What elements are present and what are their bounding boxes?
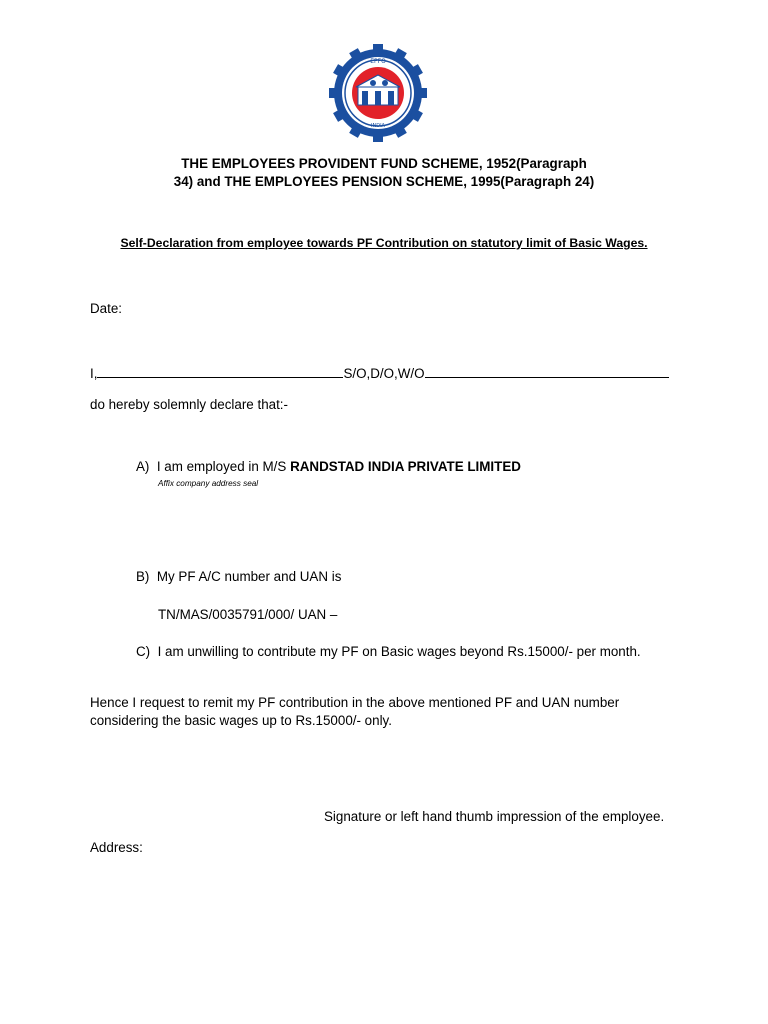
pf-uan-value: TN/MAS/0035791/000/ UAN – bbox=[158, 607, 338, 622]
affix-seal-note: Affix company address seal bbox=[158, 479, 259, 488]
svg-text:EPFO: EPFO bbox=[370, 58, 386, 65]
item-a bbox=[136, 458, 521, 476]
document-title bbox=[90, 155, 678, 191]
title-line-1: THE EMPLOYEES PROVIDENT FUND SCHEME, 1952(Paragraph bbox=[181, 156, 587, 171]
svg-text:INDIA: INDIA bbox=[371, 123, 385, 129]
address-label: Address: bbox=[90, 840, 143, 855]
item-c bbox=[136, 643, 641, 661]
item-b-text: My PF A/C number and UAN is bbox=[156, 569, 342, 584]
request-paragraph bbox=[90, 694, 619, 730]
request-line-2: considering the basic wages up to Rs.15000/- only. bbox=[90, 713, 392, 728]
name-prefix: I, bbox=[90, 366, 98, 381]
name-line bbox=[90, 364, 669, 383]
document-subtitle: Self-Declaration from employee towards PF Contribution on statutory limit of Basic Wages. bbox=[120, 236, 648, 250]
company-name: RANDSTAD INDIA PRIVATE LIMITED bbox=[290, 459, 521, 474]
item-c-marker: C) bbox=[136, 644, 151, 659]
item-a-text: I am employed in M/S bbox=[156, 459, 287, 474]
signature-label: Signature or left hand thumb impression of the employee. bbox=[324, 809, 665, 824]
item-c-text: I am unwilling to contribute my PF on Basic wages beyond Rs.15000/- per month. bbox=[157, 644, 641, 659]
item-a-marker: A) bbox=[136, 459, 150, 474]
item-b-marker: B) bbox=[136, 569, 150, 584]
declare-line: do hereby solemnly declare that:- bbox=[90, 397, 288, 412]
date-label: Date: bbox=[90, 301, 123, 316]
gear-emblem-icon bbox=[328, 43, 428, 143]
epfo-logo bbox=[328, 43, 428, 143]
name-field[interactable] bbox=[97, 364, 343, 378]
title-line-2: 34) and THE EMPLOYEES PENSION SCHEME, 1995(Paragraph 24) bbox=[173, 174, 595, 189]
relation-name-field[interactable] bbox=[425, 364, 669, 378]
relation-label: S/O,D/O,W/O bbox=[343, 366, 425, 381]
request-line-1: Hence I request to remit my PF contribution in the above mentioned PF and UAN number bbox=[90, 695, 620, 710]
item-b bbox=[136, 568, 341, 586]
